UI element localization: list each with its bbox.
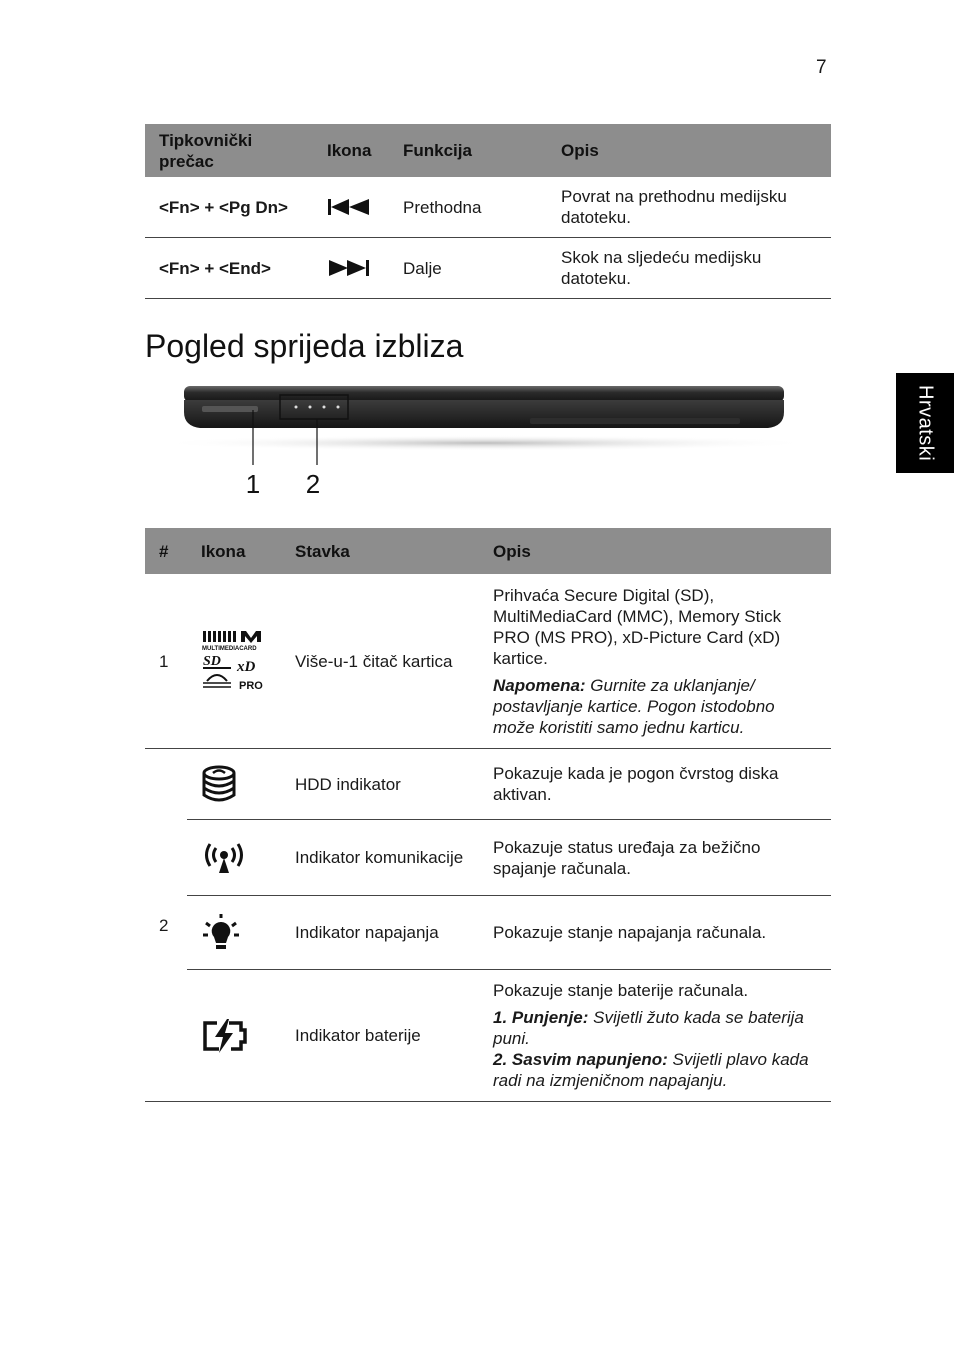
header-shortcut: Tipkovnički prečac: [145, 124, 313, 177]
previous-track-icon: [313, 177, 389, 238]
table-row: [145, 749, 831, 820]
function-cell: Dalje: [389, 238, 547, 299]
description-cell: Skok na sljedeću medijsku datoteku.: [547, 238, 831, 299]
table-header-row: [145, 124, 831, 177]
card-reader-icon: [187, 574, 281, 749]
description-cell: Pokazuje status uređaja za bežično spajanje računala.: [479, 820, 831, 896]
table-row: [145, 238, 831, 299]
description-text: Prihvaća Secure Digital (SD), MultiMediaCard (MMC), Memory Stick PRO (MS PRO), xD-Picture Card (xD) kartice.: [493, 585, 782, 668]
header-item: Stavka: [281, 528, 479, 574]
svg-text:PRO: PRO: [239, 680, 263, 692]
note: [493, 675, 817, 738]
table-row: [145, 177, 831, 238]
svg-text:SD: SD: [203, 654, 221, 669]
header-icon: Ikona: [313, 124, 389, 177]
shortcut-cell: <Fn> + <End>: [145, 238, 313, 299]
callout-2: 2: [305, 469, 321, 498]
page-number: 7: [816, 57, 827, 78]
item-cell: Više-u-1 čitač kartica: [281, 574, 479, 749]
function-cell: Prethodna: [389, 177, 547, 238]
description-cell: Povrat na prethodnu medijsku datoteku.: [547, 177, 831, 238]
laptop-front-view: [160, 378, 810, 498]
svg-text:xD: xD: [237, 659, 256, 675]
header-description: Opis: [479, 528, 831, 574]
shortcut-cell: <Fn> + <Pg Dn>: [145, 177, 313, 238]
table-header-row: [145, 528, 831, 574]
description-cell: [479, 970, 831, 1102]
row-number: 2: [145, 749, 187, 1102]
item-cell: HDD indikator: [281, 749, 479, 820]
table-row: [145, 574, 831, 749]
header-description: Opis: [547, 124, 831, 177]
language-tab-label: Hrvatski: [914, 384, 937, 462]
shortcuts-table: [145, 124, 831, 299]
language-tab: [896, 373, 954, 473]
note-text: Gurnite za uklanjanje/ postavljanje kartice. Pogon istodobno može koristiti samo jednu karticu.: [493, 675, 775, 737]
description-cell: Pokazuje kada je pogon čvrstog diska aktivan.: [479, 749, 831, 820]
header-number: #: [145, 528, 187, 574]
hdd-indicator-icon: [187, 749, 281, 820]
callout-1: 1: [245, 469, 261, 498]
description-text: Pokazuje stanje baterije računala.: [493, 981, 749, 1000]
components-table: [145, 528, 831, 1102]
header-function: Funkcija: [389, 124, 547, 177]
table-row: [145, 820, 831, 896]
next-track-icon: [313, 238, 389, 299]
item-cell: Indikator baterije: [281, 970, 479, 1102]
header-icon: Ikona: [187, 528, 281, 574]
item-cell: Indikator napajanja: [281, 896, 479, 970]
description-cell: [479, 574, 831, 749]
note-label: 1. Punjenje:: [493, 1008, 589, 1027]
svg-text:MULTIMEDIACARD: MULTIMEDIACARD: [202, 646, 257, 652]
table-row: [145, 970, 831, 1102]
power-indicator-icon: [187, 896, 281, 970]
description-cell: Pokazuje stanje napajanja računala.: [479, 896, 831, 970]
row-number: 1: [145, 574, 187, 749]
table-row: [145, 896, 831, 970]
note-label: Napomena:: [493, 675, 586, 695]
note-text: Svijetli plavo kada radi na izmjeničnom napajanju.: [493, 1050, 809, 1090]
section-title: Pogled sprijeda izbliza: [145, 328, 464, 364]
wireless-indicator-icon: [187, 820, 281, 896]
note-label: 2. Sasvim napunjeno:: [493, 1050, 668, 1069]
battery-indicator-icon: [187, 970, 281, 1102]
note-text: Svijetli žuto kada se baterija puni.: [493, 1008, 804, 1048]
note-charging: [493, 1007, 817, 1091]
item-cell: Indikator komunikacije: [281, 820, 479, 896]
